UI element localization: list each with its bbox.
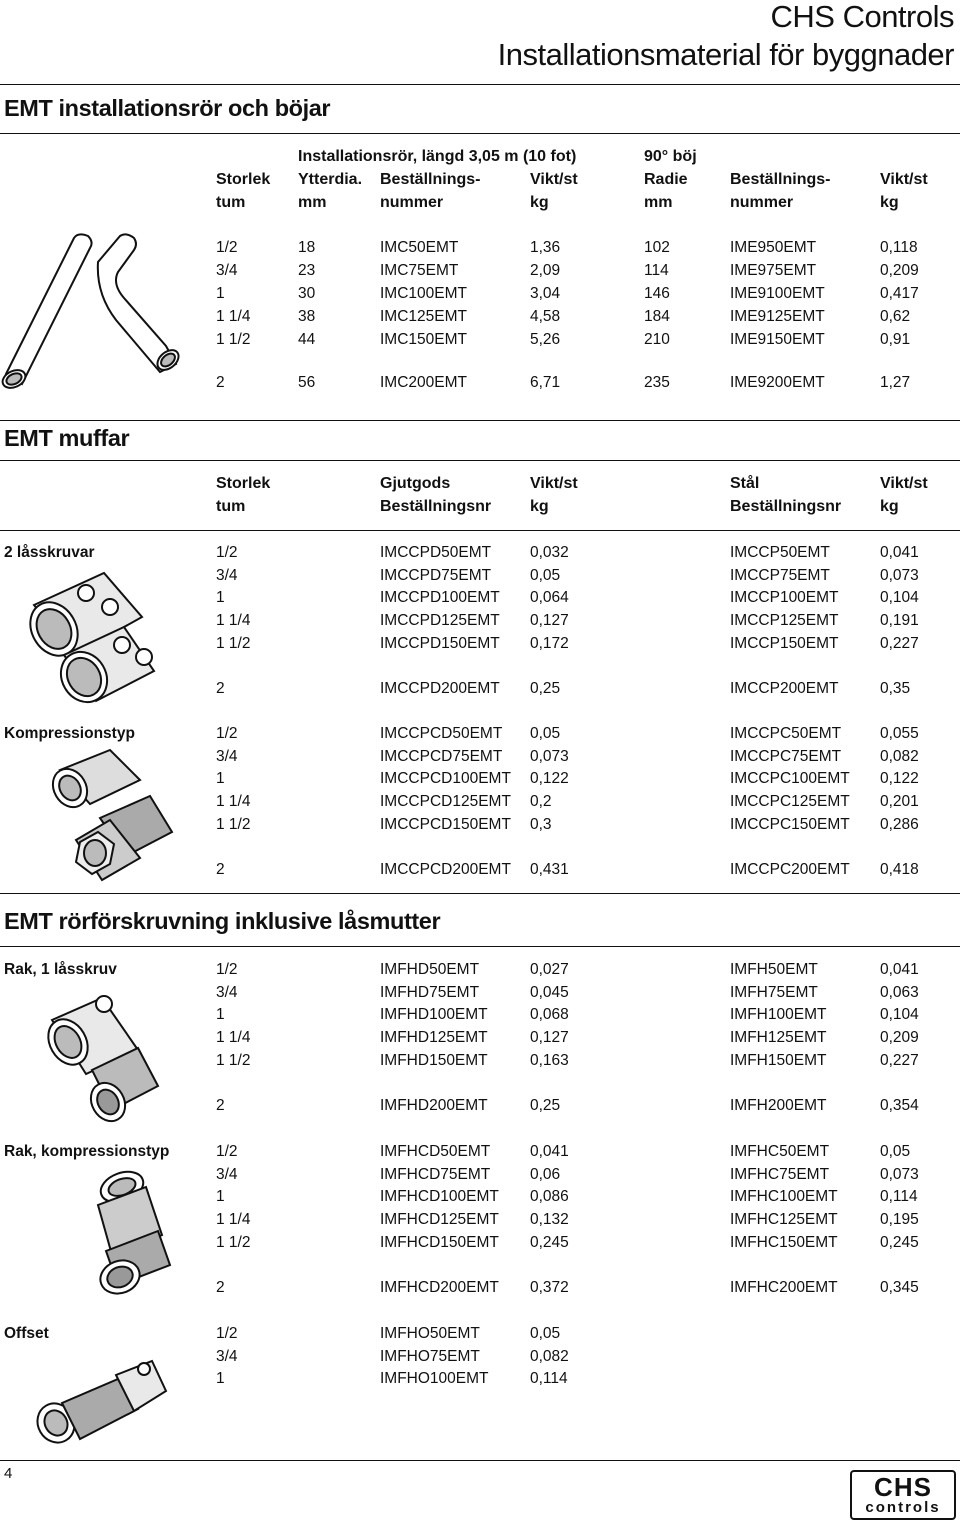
table3-cell: 0,227 xyxy=(880,1052,919,1069)
table3-cell: 1/2 xyxy=(216,1325,238,1342)
table2-cell: 0,25 xyxy=(530,680,561,697)
logo-controls-text: controls xyxy=(865,1499,941,1516)
table1-cell: IMC200EMT xyxy=(380,374,467,391)
table1-cell: 56 xyxy=(298,374,316,391)
table3-cell: 0,068 xyxy=(530,1006,569,1023)
offset-connector-illustration xyxy=(32,1355,172,1450)
table2-header-cell: tum xyxy=(216,498,246,515)
table3-cell: IMFHCD200EMT xyxy=(380,1279,499,1296)
table2-cell: IMCCPD50EMT xyxy=(380,544,492,561)
section-title-couplings: EMT muffar xyxy=(4,425,130,451)
table1-header-cell: Beställnings- xyxy=(730,171,831,188)
table1-header-cell: nummer xyxy=(730,194,794,211)
table2-cell: 2 xyxy=(216,861,225,878)
table3-cell: IMFHC200EMT xyxy=(730,1279,838,1296)
table3-cell: 0,086 xyxy=(530,1188,569,1205)
pipe-bend-illustration xyxy=(0,228,190,393)
table3-cell: 0,104 xyxy=(880,1006,919,1023)
document-subtitle: Installationsmaterial för byggnader xyxy=(497,37,954,72)
table2-cell: 0,064 xyxy=(530,589,569,606)
table2-cell: IMCCPD75EMT xyxy=(380,567,492,584)
table1-cell: 18 xyxy=(298,239,316,256)
table2-cell: 1/2 xyxy=(216,725,238,742)
table2-header-cell: Stål xyxy=(730,475,760,492)
table3-cell: 0,245 xyxy=(530,1234,569,1251)
table2-cell: 0,286 xyxy=(880,816,919,833)
table2-cell: 0,2 xyxy=(530,793,552,810)
table1-cell: 4,58 xyxy=(530,308,561,325)
table1-cell: IME9200EMT xyxy=(730,374,825,391)
group-label: Offset xyxy=(4,1325,49,1342)
table2-cell: IMCCP150EMT xyxy=(730,635,839,652)
table2-cell: 0,104 xyxy=(880,589,919,606)
section-title-pipes: EMT installationsrör och böjar xyxy=(4,95,331,121)
table2-cell: 0,05 xyxy=(530,725,561,742)
table1-header-cell: nummer xyxy=(380,194,444,211)
table1-cell: 23 xyxy=(298,262,316,279)
setscrew-connector-illustration xyxy=(42,990,167,1130)
table3-cell: 1 1/4 xyxy=(216,1211,251,1228)
table1-group-right: 90° böj xyxy=(644,148,697,165)
table1-cell: 184 xyxy=(644,308,670,325)
table3-cell: IMFH125EMT xyxy=(730,1029,827,1046)
table3-cell: 0,127 xyxy=(530,1029,569,1046)
table3-cell: 0,345 xyxy=(880,1279,919,1296)
table3-cell: IMFHCD100EMT xyxy=(380,1188,499,1205)
table1-group-left: Installationsrör, längd 3,05 m (10 fot) xyxy=(298,148,577,165)
table1-cell: 1,27 xyxy=(880,374,911,391)
table3-cell: 1 1/2 xyxy=(216,1052,251,1069)
table1-header-cell: tum xyxy=(216,194,246,211)
table1-cell: IME9125EMT xyxy=(730,308,825,325)
table3-cell: IMFH50EMT xyxy=(730,961,818,978)
page-number: 4 xyxy=(4,1465,13,1482)
table2-cell: 1 1/4 xyxy=(216,612,251,629)
table3-cell: IMFH100EMT xyxy=(730,1006,827,1023)
table1-cell: IMC100EMT xyxy=(380,285,467,302)
table3-cell: 0,073 xyxy=(880,1166,919,1183)
table3-cell: 0,209 xyxy=(880,1029,919,1046)
table3-cell: 0,114 xyxy=(880,1188,918,1205)
table3-cell: 3/4 xyxy=(216,1166,238,1183)
table3-cell: IMFHCD150EMT xyxy=(380,1234,499,1251)
table2-cell: 0,127 xyxy=(530,612,569,629)
table1-cell: 0,62 xyxy=(880,308,911,325)
table3-cell: IMFHO100EMT xyxy=(380,1370,489,1387)
table1-cell: 44 xyxy=(298,331,316,348)
table1-cell: IME9150EMT xyxy=(730,331,825,348)
table2-cell: IMCCPCD75EMT xyxy=(380,748,503,765)
header-rule xyxy=(0,84,960,85)
table2-cell: 0,032 xyxy=(530,544,569,561)
table2-cell: IMCCP200EMT xyxy=(730,680,839,697)
table2-cell: 0,073 xyxy=(880,567,919,584)
table3-cell: IMFHC50EMT xyxy=(730,1143,830,1160)
table2-cell: 0,418 xyxy=(880,861,919,878)
table3-cell: IMFHD100EMT xyxy=(380,1006,488,1023)
table3-cell: IMFHC75EMT xyxy=(730,1166,830,1183)
table2-cell: IMCCPD150EMT xyxy=(380,635,500,652)
table3-cell: 1/2 xyxy=(216,1143,238,1160)
table2-cell: 0,201 xyxy=(880,793,919,810)
section-rule xyxy=(0,460,960,461)
table2-cell: IMCCP75EMT xyxy=(730,567,830,584)
table1-header-cell: mm xyxy=(644,194,673,211)
table3-cell: 0,082 xyxy=(530,1348,569,1365)
table3-cell: 0,063 xyxy=(880,984,919,1001)
table1-header-cell: Ytterdia. xyxy=(298,171,363,188)
table3-cell: IMFHO50EMT xyxy=(380,1325,480,1342)
table2-cell: IMCCPD200EMT xyxy=(380,680,500,697)
table1-cell: 3,04 xyxy=(530,285,561,302)
table1-cell: 30 xyxy=(298,285,316,302)
table2-header-cell: Beställningsnr xyxy=(380,498,492,515)
table2-cell: IMCCPCD100EMT xyxy=(380,770,511,787)
table3-cell: IMFHO75EMT xyxy=(380,1348,480,1365)
table2-cell: 0,227 xyxy=(880,635,919,652)
table3-cell: 0,05 xyxy=(880,1143,911,1160)
table2-cell: 0,082 xyxy=(880,748,919,765)
table2-cell: IMCCPC50EMT xyxy=(730,725,842,742)
table3-cell: IMFHD150EMT xyxy=(380,1052,488,1069)
table2-cell: IMCCP100EMT xyxy=(730,589,839,606)
table3-cell: 2 xyxy=(216,1279,225,1296)
table3-cell: 0,06 xyxy=(530,1166,561,1183)
table1-cell: IMC150EMT xyxy=(380,331,467,348)
table1-cell: 114 xyxy=(644,262,669,279)
table2-cell: 0,3 xyxy=(530,816,552,833)
table3-cell: 1/2 xyxy=(216,961,238,978)
group-label: 2 låsskruvar xyxy=(4,544,95,561)
table3-cell: 0,05 xyxy=(530,1325,561,1342)
table2-header-cell: kg xyxy=(530,498,549,515)
table2-cell: 0,073 xyxy=(530,748,569,765)
table3-cell: 0,027 xyxy=(530,961,569,978)
table2-cell: 0,122 xyxy=(880,770,919,787)
table2-header-cell: Beställningsnr xyxy=(730,498,842,515)
table3-cell: 0,163 xyxy=(530,1052,569,1069)
table2-header-cell: Vikt/st xyxy=(530,475,578,492)
table1-cell: 6,71 xyxy=(530,374,561,391)
table3-cell: 0,354 xyxy=(880,1097,919,1114)
table2-cell: IMCCPD100EMT xyxy=(380,589,500,606)
table3-cell: 2 xyxy=(216,1097,225,1114)
table2-header-cell: Gjutgods xyxy=(380,475,451,492)
company-name: CHS Controls xyxy=(770,0,954,34)
table2-cell: 3/4 xyxy=(216,567,238,584)
table1-cell: 0,91 xyxy=(880,331,911,348)
table3-cell: 1 1/4 xyxy=(216,1029,251,1046)
table1-cell: 2,09 xyxy=(530,262,561,279)
table1-cell: 1 xyxy=(216,285,225,302)
table3-cell: IMFHCD50EMT xyxy=(380,1143,491,1160)
table3-cell: 0,372 xyxy=(530,1279,569,1296)
table3-cell: IMFH200EMT xyxy=(730,1097,827,1114)
table3-cell: 0,114 xyxy=(530,1370,568,1387)
table3-cell: 0,045 xyxy=(530,984,569,1001)
table3-cell: 0,041 xyxy=(880,961,919,978)
footer-rule xyxy=(0,1460,960,1461)
table3-cell: 1 1/2 xyxy=(216,1234,251,1251)
table1-header-cell: Vikt/st xyxy=(880,171,928,188)
compression-coupling-illustration xyxy=(40,740,180,885)
section-rule xyxy=(0,946,960,947)
table2-cell: 0,05 xyxy=(530,567,561,584)
table2-cell: IMCCPC200EMT xyxy=(730,861,850,878)
table1-cell: 1/2 xyxy=(216,239,238,256)
table2-cell: IMCCPC75EMT xyxy=(730,748,842,765)
section-rule xyxy=(0,893,960,894)
logo-chs-text: CHS xyxy=(874,1472,932,1502)
table2-header-cell: kg xyxy=(880,498,899,515)
table3-cell: IMFHC125EMT xyxy=(730,1211,838,1228)
table2-cell: IMCCPC125EMT xyxy=(730,793,850,810)
table2-cell: 0,055 xyxy=(880,725,919,742)
table1-cell: IMC75EMT xyxy=(380,262,459,279)
table2-cell: 0,35 xyxy=(880,680,911,697)
group-label: Kompressionstyp xyxy=(4,725,135,742)
table2-cell: IMCCPCD50EMT xyxy=(380,725,503,742)
table1-header-cell: mm xyxy=(298,194,327,211)
table1-cell: 38 xyxy=(298,308,316,325)
table1-cell: IME950EMT xyxy=(730,239,817,256)
table3-cell: IMFHD75EMT xyxy=(380,984,480,1001)
table2-cell: IMCCPCD150EMT xyxy=(380,816,511,833)
table1-cell: 0,209 xyxy=(880,262,919,279)
table1-cell: 2 xyxy=(216,374,225,391)
table3-cell: IMFHCD75EMT xyxy=(380,1166,491,1183)
table2-cell: 1/2 xyxy=(216,544,238,561)
table3-cell: 3/4 xyxy=(216,984,238,1001)
table2-cell: 1 1/2 xyxy=(216,816,251,833)
table1-cell: 235 xyxy=(644,374,670,391)
table2-cell: 1 xyxy=(216,589,225,606)
table3-cell: IMFHC150EMT xyxy=(730,1234,838,1251)
table1-cell: IMC125EMT xyxy=(380,308,467,325)
table1-header-cell: Vikt/st xyxy=(530,171,578,188)
table3-cell: 1 xyxy=(216,1188,225,1205)
table3-cell: IMFHD200EMT xyxy=(380,1097,488,1114)
table1-header-cell: Radie xyxy=(644,171,688,188)
table1-cell: 0,417 xyxy=(880,285,919,302)
table2-header-cell: Storlek xyxy=(216,475,271,492)
table1-header-cell: Storlek xyxy=(216,171,271,188)
table2-cell: IMCCPC150EMT xyxy=(730,816,850,833)
table2-cell: IMCCPCD200EMT xyxy=(380,861,511,878)
table1-cell: 146 xyxy=(644,285,670,302)
table2-cell: 0,172 xyxy=(530,635,569,652)
table1-cell: 1,36 xyxy=(530,239,561,256)
table1-cell: 210 xyxy=(644,331,670,348)
table3-cell: IMFH75EMT xyxy=(730,984,818,1001)
table1-cell: 1 1/2 xyxy=(216,331,251,348)
table2-cell: 0,041 xyxy=(880,544,919,561)
table1-header-cell: kg xyxy=(880,194,899,211)
table3-cell: IMFHC100EMT xyxy=(730,1188,838,1205)
table1-cell: 1 1/4 xyxy=(216,308,251,325)
table2-cell: 0,431 xyxy=(530,861,569,878)
table3-cell: 0,245 xyxy=(880,1234,919,1251)
table2-cell: 1 1/4 xyxy=(216,793,251,810)
table2-cell: 1 xyxy=(216,770,225,787)
table2-cell: IMCCPD125EMT xyxy=(380,612,500,629)
table2-cell: IMCCPCD125EMT xyxy=(380,793,511,810)
table2-cell: 0,122 xyxy=(530,770,569,787)
setscrew-coupling-illustration xyxy=(14,565,159,705)
table2-cell: IMCCP125EMT xyxy=(730,612,839,629)
table2-cell: IMCCP50EMT xyxy=(730,544,830,561)
table1-header-cell: Beställnings- xyxy=(380,171,481,188)
table1-cell: 102 xyxy=(644,239,670,256)
table3-cell: IMFHCD125EMT xyxy=(380,1211,499,1228)
table1-cell: 3/4 xyxy=(216,262,238,279)
table3-cell: 0,25 xyxy=(530,1097,561,1114)
table1-cell: IME975EMT xyxy=(730,262,817,279)
table1-cell: IME9100EMT xyxy=(730,285,825,302)
table3-cell: 3/4 xyxy=(216,1348,238,1365)
table3-cell: IMFHD50EMT xyxy=(380,961,480,978)
table3-cell: 0,132 xyxy=(530,1211,569,1228)
section-rule xyxy=(0,133,960,134)
table3-cell: 1 xyxy=(216,1370,225,1387)
chs-logo xyxy=(850,1470,956,1520)
section-rule xyxy=(0,420,960,421)
section-title-connectors: EMT rörförskruvning inklusive låsmutter xyxy=(4,908,441,934)
group-label: Rak, kompressionstyp xyxy=(4,1143,170,1160)
table1-cell: 5,26 xyxy=(530,331,561,348)
table2-cell: 2 xyxy=(216,680,225,697)
group-label: Rak, 1 låsskruv xyxy=(4,961,117,978)
table3-cell: 0,195 xyxy=(880,1211,919,1228)
compression-connector-illustration xyxy=(82,1165,182,1305)
table2-cell: IMCCPC100EMT xyxy=(730,770,850,787)
table2-header-cell: Vikt/st xyxy=(880,475,928,492)
table3-cell: 1 xyxy=(216,1006,225,1023)
table1-header-cell: kg xyxy=(530,194,549,211)
table2-cell: 0,191 xyxy=(880,612,919,629)
table2-cell: 3/4 xyxy=(216,748,238,765)
table3-cell: IMFHD125EMT xyxy=(380,1029,488,1046)
table3-cell: 0,041 xyxy=(530,1143,569,1160)
table2-cell: 1 1/2 xyxy=(216,635,251,652)
table1-cell: IMC50EMT xyxy=(380,239,459,256)
table1-cell: 0,118 xyxy=(880,239,918,256)
table3-cell: IMFH150EMT xyxy=(730,1052,827,1069)
table-rule xyxy=(0,530,960,531)
